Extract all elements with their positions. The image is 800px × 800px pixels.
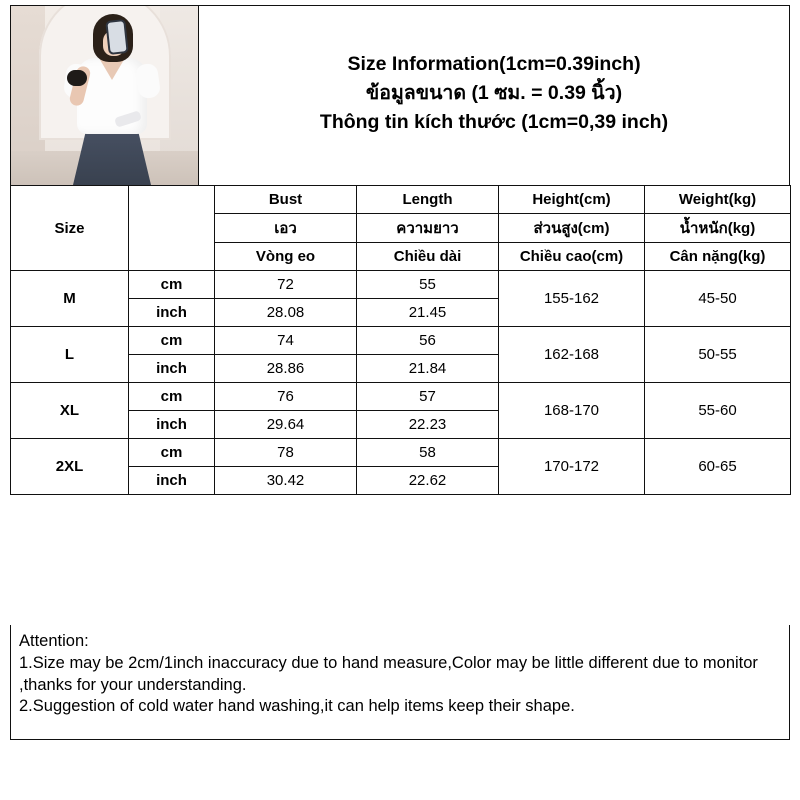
attention-note-1: 1.Size may be 2cm/1inch inaccuracy due to hand measure,Color may be little different due to monitor ,thanks for your understanding. xyxy=(19,653,758,694)
xl-length-cm: 57 xyxy=(357,383,499,411)
col-length-vi: Chiều dài xyxy=(357,243,499,271)
row-unit-cm: cm xyxy=(129,383,215,411)
col-height-en: Height(cm) xyxy=(499,186,645,214)
col-height-th: ส่วนสูง(cm) xyxy=(499,214,645,243)
l-height: 162-168 xyxy=(499,327,645,383)
xxl-length-cm: 58 xyxy=(357,439,499,467)
l-length-cm: 56 xyxy=(357,327,499,355)
row-unit-inch: inch xyxy=(129,299,215,327)
row-unit-cm: cm xyxy=(129,327,215,355)
row-unit-inch: inch xyxy=(129,411,215,439)
row-size-xl: XL xyxy=(11,383,129,439)
m-weight: 45-50 xyxy=(645,271,791,327)
col-weight-vi: Cân nặng(kg) xyxy=(645,243,791,271)
title-th: ข้อมูลขนาด (1 ซม. = 0.39 นิ้ว) xyxy=(365,82,623,105)
photo-wrist-scrunchie xyxy=(67,70,87,86)
table-row xyxy=(11,271,791,299)
col-length-th: ความยาว xyxy=(357,214,499,243)
row-unit-cm: cm xyxy=(129,439,215,467)
col-weight-en: Weight(kg) xyxy=(645,186,791,214)
attention-heading: Attention: xyxy=(19,632,89,650)
m-bust-cm: 72 xyxy=(215,271,357,299)
table-row xyxy=(11,383,791,411)
col-bust-en: Bust xyxy=(215,186,357,214)
m-bust-inch: 28.08 xyxy=(215,299,357,327)
table-row xyxy=(11,327,791,355)
unit-header-cell xyxy=(129,186,215,271)
xl-height: 168-170 xyxy=(499,383,645,439)
xxl-weight: 60-65 xyxy=(645,439,791,495)
xxl-height: 170-172 xyxy=(499,439,645,495)
col-weight-th: น้ำหนัก(kg) xyxy=(645,214,791,243)
attention-block xyxy=(10,625,790,740)
photo-phone xyxy=(105,19,128,55)
col-length-en: Length xyxy=(357,186,499,214)
xxl-length-inch: 22.62 xyxy=(357,467,499,495)
header-band xyxy=(10,5,790,185)
title-en: Size Information(1cm=0.39inch) xyxy=(347,53,641,76)
xl-bust-inch: 29.64 xyxy=(215,411,357,439)
title-block xyxy=(199,6,789,185)
table-row xyxy=(11,439,791,467)
title-vi: Thông tin kích thước (1cm=0,39 inch) xyxy=(319,110,669,133)
row-unit-cm: cm xyxy=(129,271,215,299)
row-unit-inch: inch xyxy=(129,355,215,383)
m-length-cm: 55 xyxy=(357,271,499,299)
row-size-m: M xyxy=(11,271,129,327)
row-unit-inch: inch xyxy=(129,467,215,495)
l-bust-inch: 28.86 xyxy=(215,355,357,383)
row-size-l: L xyxy=(11,327,129,383)
m-length-inch: 21.45 xyxy=(357,299,499,327)
l-length-inch: 21.84 xyxy=(357,355,499,383)
m-height: 155-162 xyxy=(499,271,645,327)
col-bust-vi: Vòng eo xyxy=(215,243,357,271)
col-height-vi: Chiều cao(cm) xyxy=(499,243,645,271)
size-table xyxy=(10,185,791,495)
product-photo xyxy=(11,6,199,185)
row-size-2xl: 2XL xyxy=(11,439,129,495)
xl-bust-cm: 76 xyxy=(215,383,357,411)
table-header-row-en xyxy=(11,186,791,214)
col-bust-th: เอว xyxy=(215,214,357,243)
attention-note-2: 2.Suggestion of cold water hand washing,it can help items keep their shape. xyxy=(19,697,575,716)
l-bust-cm: 74 xyxy=(215,327,357,355)
xxl-bust-inch: 30.42 xyxy=(215,467,357,495)
xl-weight: 55-60 xyxy=(645,383,791,439)
size-header-cell: Size xyxy=(11,186,129,271)
l-weight: 50-55 xyxy=(645,327,791,383)
xxl-bust-cm: 78 xyxy=(215,439,357,467)
xl-length-inch: 22.23 xyxy=(357,411,499,439)
